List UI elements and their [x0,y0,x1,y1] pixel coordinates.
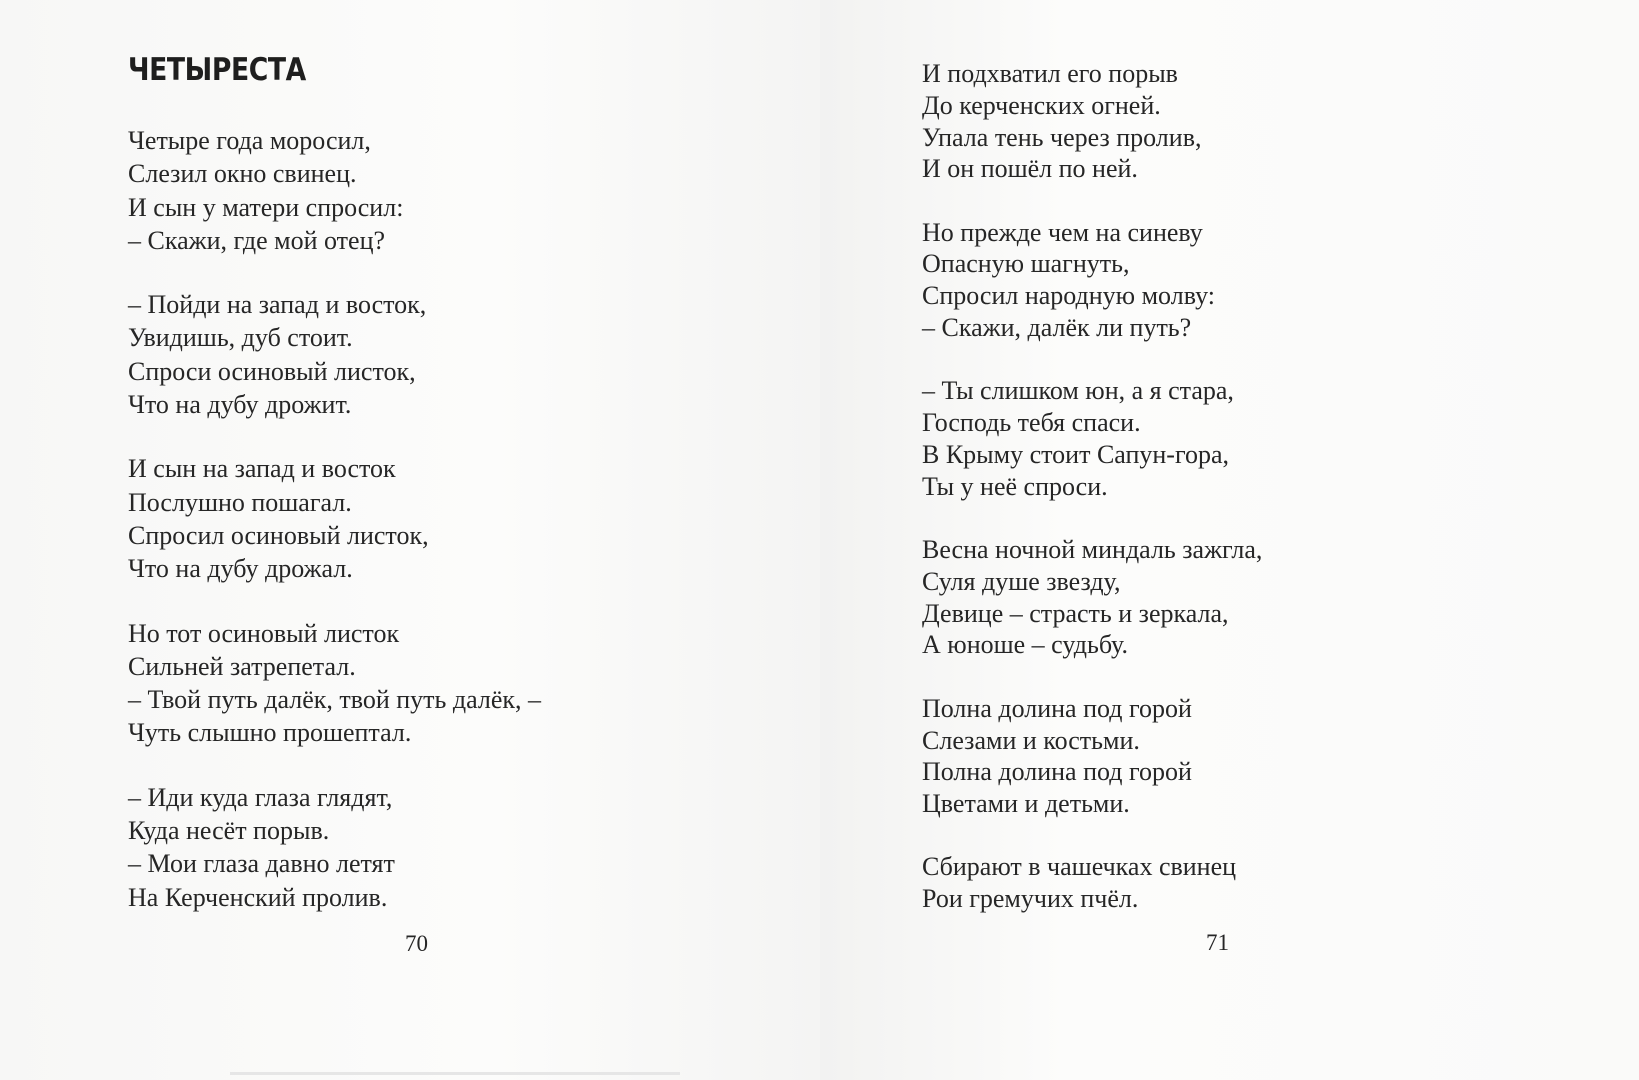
stanza [128,452,828,585]
poem-line: – Пойди на запад и восток, [128,290,427,320]
poem-line: До керченских огней. [922,90,1161,120]
poem-line: Спросил осиновый листок, [128,520,429,550]
page-edge-shadow [230,1072,680,1075]
poem-line: Полна долина под горой [922,693,1192,723]
left-poem-text [128,124,828,945]
stanza [128,781,828,914]
stanza [922,375,1622,502]
poem-line: И сын у матери спросил: [128,192,404,222]
stanza [922,217,1622,344]
stanza [128,288,828,421]
poem-line: Слезил окно свинец. [128,159,357,189]
poem-line: Сбирают в чашечках свинец [922,852,1237,882]
stanza [128,124,828,257]
poem-line: Господь тебя спаси. [922,408,1141,438]
poem-line: В Крыму стоит Сапун-гора, [922,439,1230,469]
poem-line: Но прежде чем на синеву [922,217,1203,247]
stanza [922,693,1622,820]
poem-line: Девице – страсть и зеркала, [922,598,1229,628]
poem-line: – Ты слишком юн, а я стара, [922,376,1234,406]
right-page [820,0,1639,1080]
poem-line: Но тот осиновый листок [128,618,400,648]
poem-line: Рои гремучих пчёл. [922,884,1139,914]
poem-line: Слезами и костьми. [922,725,1140,755]
poem-line: – Иди куда глаза глядят, [128,782,393,812]
poem-line: Четыре года моросил, [128,126,371,155]
poem-line: – Скажи, далёк ли путь? [922,313,1192,343]
page-number: 70 [405,931,428,956]
poem-line: Ты у неё спроси. [922,471,1108,501]
stanza [922,851,1622,915]
right-poem-text [922,58,1622,947]
stanza [128,617,828,750]
poem-line: Спроси осиновый листок, [128,356,416,386]
poem-line: Полна долина под горой [922,757,1192,787]
stanza [922,58,1622,185]
poem-line: Чуть слышно прошептал. [128,718,412,748]
poem-line: А юноше – судьбу. [922,630,1128,660]
poem-line: На Керченский пролив. [128,882,388,912]
poem-line: И сын на запад и восток [128,454,396,484]
poem-line: Куда несёт порыв. [128,816,330,846]
stanza [922,534,1622,661]
poem-line: Послушно пошагал. [128,487,352,517]
poem-line: И он пошёл по ней. [922,154,1138,184]
poem-line: Что на дубу дрожал. [128,554,353,584]
poem-title: ЧЕТЫРЕСТА [128,52,306,88]
poem-line: И подхватил его порыв [922,59,1178,88]
poem-line: Увидишь, дуб стоит. [128,323,353,353]
poem-line: Спросил народную молву: [922,281,1215,311]
poem-line: Упала тень через пролив, [922,122,1202,152]
poem-line: – Скажи, где мой отец? [128,225,386,255]
poem-line: Цветами и детьми. [922,789,1130,819]
poem-line: Сильней затрепетал. [128,651,356,681]
poem-line: Опасную шагнуть, [922,249,1130,279]
poem-line: Весна ночной миндаль зажгла, [922,535,1263,565]
poem-line: Суля душе звезду, [922,566,1121,596]
poem-line: – Твой путь далёк, твой путь далёк, – [128,685,542,715]
poem-line: – Мои глаза давно летят [128,849,395,879]
page-number: 71 [1206,930,1229,955]
poem-line: Что на дубу дрожит. [128,390,352,420]
